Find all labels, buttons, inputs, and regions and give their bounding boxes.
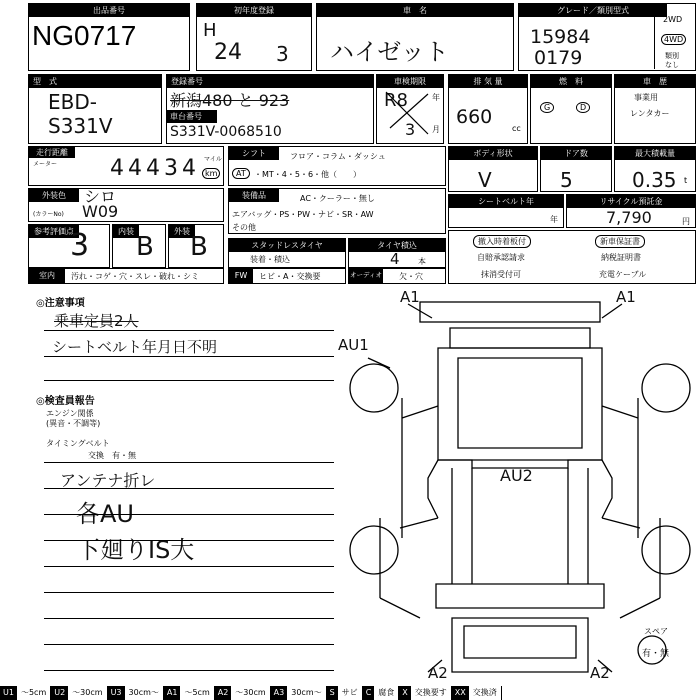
report-1: アンテナ折レ [60,471,156,490]
legend-value-s: サビ [338,686,363,700]
legend-key-c: C [363,686,375,700]
doors-box [540,146,612,192]
chassis-number: S331V-0068510 [170,124,282,140]
color-number: W09 [82,202,119,221]
legend-value-x: 交換要す [411,686,452,700]
drive-4wd: 4WD [661,34,686,45]
interior-label: 内装 [113,225,139,238]
mileage-label: 走行距離 [29,147,75,158]
legend-key-xx: XX [452,686,469,700]
audio-box [348,268,446,284]
tire-unit: 本 [418,257,426,266]
audio-options: 欠・穴 [399,272,423,281]
interior-condition-options: 汚れ・コゲ・穴・スレ・破れ・シミ [71,272,199,281]
shift-options: フロア・コラム・ダッシュ [290,152,386,161]
equipment-label: 装備品 [229,189,279,202]
damage-legend [0,686,700,700]
mark-a2-left: A2 [428,664,448,682]
report-line-5 [44,566,334,567]
interior-condition-label: 室内 [29,269,65,283]
legend-key-a1: A1 [164,686,181,700]
seatbelt-unit: 年 [550,215,558,224]
interior-condition-box [28,268,224,284]
spare-value: 有・無 [642,649,670,659]
note-2: シートベルト年月日不明 [52,338,218,356]
shift-mt-options: ・MT・4・5・6・他（ ） [254,170,362,179]
registration-label: 登録番号 [167,75,373,88]
drive-none-2: なし [665,61,679,69]
equipment-row-1: AC・クーラー・無し [300,194,375,203]
legend-value-a1: ～5cm [180,686,214,700]
report-line-6 [44,592,334,593]
report-line-4 [44,540,334,541]
capacity-value: 0.35 [632,168,677,192]
first-registration-month: 3 [276,42,289,66]
fuel-d: D [576,102,590,113]
capacity-unit: t [684,176,688,185]
inspector-label: ◎検査員報告 [36,396,95,407]
note-line-2 [44,356,334,357]
mileage-unit-mile: マイル [204,156,222,163]
legend-value-a2: ～30cm [231,686,270,700]
legend-value-u3: 30cm～ [125,686,164,700]
document-1: 撤入時着板付 [473,235,531,248]
color-value: シロ [84,187,117,206]
grade-code-1: 15984 [530,26,591,48]
inspection-month: 3 [405,120,416,139]
model-type-1: EBD- [48,90,97,114]
lot-number-label: 出品番号 [29,4,189,17]
legend-value-xx: 交換済 [469,686,502,700]
fw-label: FW [229,269,253,283]
interior-value: B [136,232,154,262]
report-line-3 [44,514,334,515]
doors-label: ドア数 [541,147,611,160]
mileage-unit-km: km [202,168,220,179]
meter-label: メーター [33,161,58,168]
history-commercial: 事業用 [634,93,658,102]
displacement-unit: cc [512,124,521,133]
fw-box [228,268,346,284]
engine-label: エンジン関係 [46,409,94,418]
document-4: 新車保証書 [595,235,645,248]
report-line-7 [44,618,334,619]
drive-none-1: 類別 [665,52,679,60]
note-line-3 [44,380,334,381]
first-registration-year: 24 [214,40,242,65]
drive-type-column [654,13,695,69]
mark-au1: AU1 [338,336,369,354]
legend-key-a3: A3 [271,686,288,700]
seatbelt-box [448,194,564,228]
inspection-label: 車検期限 [377,75,443,88]
shift-label: シフト [229,147,279,160]
shift-at: AT [232,168,250,179]
mark-au2: AU2 [500,466,533,485]
mark-a1-right: A1 [616,288,636,306]
legend-key-s: S [327,686,338,700]
recycle-unit: 円 [682,217,690,226]
tire-label: タイヤ積込 [349,239,445,252]
studless-options: 装着・積込 [250,255,290,264]
chassis-label: 車台番号 [167,110,217,123]
equipment-row-3: その他 [232,223,256,232]
color-label: 外装色 [29,189,79,202]
legend-key-x: X [399,686,410,700]
note-1: 乗車定員2人 [54,312,139,330]
body-label: ボディ形状 [449,147,537,160]
history-rental: レンタカー [630,109,670,118]
inspection-month-unit: 月 [432,125,440,134]
model-name-label: 車 名 [317,4,513,17]
report-line-8 [44,644,334,645]
first-registration-era: H [203,20,217,41]
document-3: 抹消受付可 [481,270,521,279]
score-value: 3 [70,228,90,263]
timing-options: 交換 有・無 [88,451,136,460]
inspection-value: R8 [384,90,408,111]
document-6: 充電ケーブル [599,270,647,279]
tire-value: 4 [390,250,400,268]
lot-id: NG0717 [32,20,137,51]
capacity-label: 最大積載量 [615,147,695,160]
inspection-year-unit: 年 [432,93,440,102]
equipment-row-2: エアバッグ・PS・PW・ナビ・SR・AW [232,210,374,219]
report-3: 下廻りIS大 [76,536,195,564]
legend-key-u1: U1 [0,686,17,700]
model-type-2: S331V [48,114,113,138]
grade-label: グレード／類別型式 [519,4,667,17]
report-line-2 [44,488,334,489]
score-box [28,224,110,268]
spare-label: スペア [644,627,668,636]
inspection-strike-mark [378,88,440,140]
legend-key-u3: U3 [108,686,125,700]
fuel-label: 燃 料 [531,75,611,88]
seatbelt-label: シートベルト年 [449,195,563,208]
registration-number: 新潟480 と 923 [170,91,290,110]
mileage-value: 44434 [110,156,200,181]
fw-options: ヒビ・A・交換要 [259,272,321,281]
document-5: 納税証明書 [601,253,641,262]
legend-value-u2: ～30cm [68,686,107,700]
recycle-label: リサイクル預託金 [567,195,695,208]
grade-code-2: 0179 [534,47,583,69]
score-label: 参考評価点 [29,225,79,238]
color-box [28,188,224,222]
recycle-value: 7,790 [606,208,652,227]
drive-2wd: 2WD [663,15,683,24]
first-registration-label: 初年度登録 [197,4,311,17]
legend-value-u1: ～5cm [17,686,51,700]
report-line-9 [44,670,334,671]
displacement-value: 660 [456,106,493,128]
fuel-g: G [540,102,554,113]
note-line-1 [44,330,334,331]
exterior-value: B [190,232,208,262]
document-2: 自賠承認請求 [477,253,525,262]
report-2: 各AU [76,500,134,528]
vehicle-diagram [340,288,700,684]
engine-sub: (異音・不調等) [46,419,101,428]
body-value: V [478,168,492,192]
body-box [448,146,538,192]
legend-key-u2: U2 [51,686,68,700]
legend-value-c: 腐食 [374,686,399,700]
mark-a1-left: A1 [400,288,420,306]
history-label: 車 歴 [615,75,695,88]
studless-label: スタッドレスタイヤ [229,239,345,252]
notes-label: ◎注意事項 [36,298,85,309]
documents-box [448,230,696,284]
legend-key-a2: A2 [215,686,232,700]
color-number-label: (カラーNo) [33,211,64,218]
displacement-label: 排 気 量 [449,75,527,88]
model-type-label: 型 式 [29,75,161,88]
doors-value: 5 [560,168,573,192]
mark-a2-right: A2 [590,664,610,682]
audio-label: オーディオ [349,269,383,283]
exterior-label: 外装 [169,225,195,238]
report-line-1 [44,462,334,463]
model-name: ハイゼット [330,38,449,66]
timing-label: タイミングベルト [46,439,110,448]
legend-value-a3: 30cm～ [287,686,326,700]
